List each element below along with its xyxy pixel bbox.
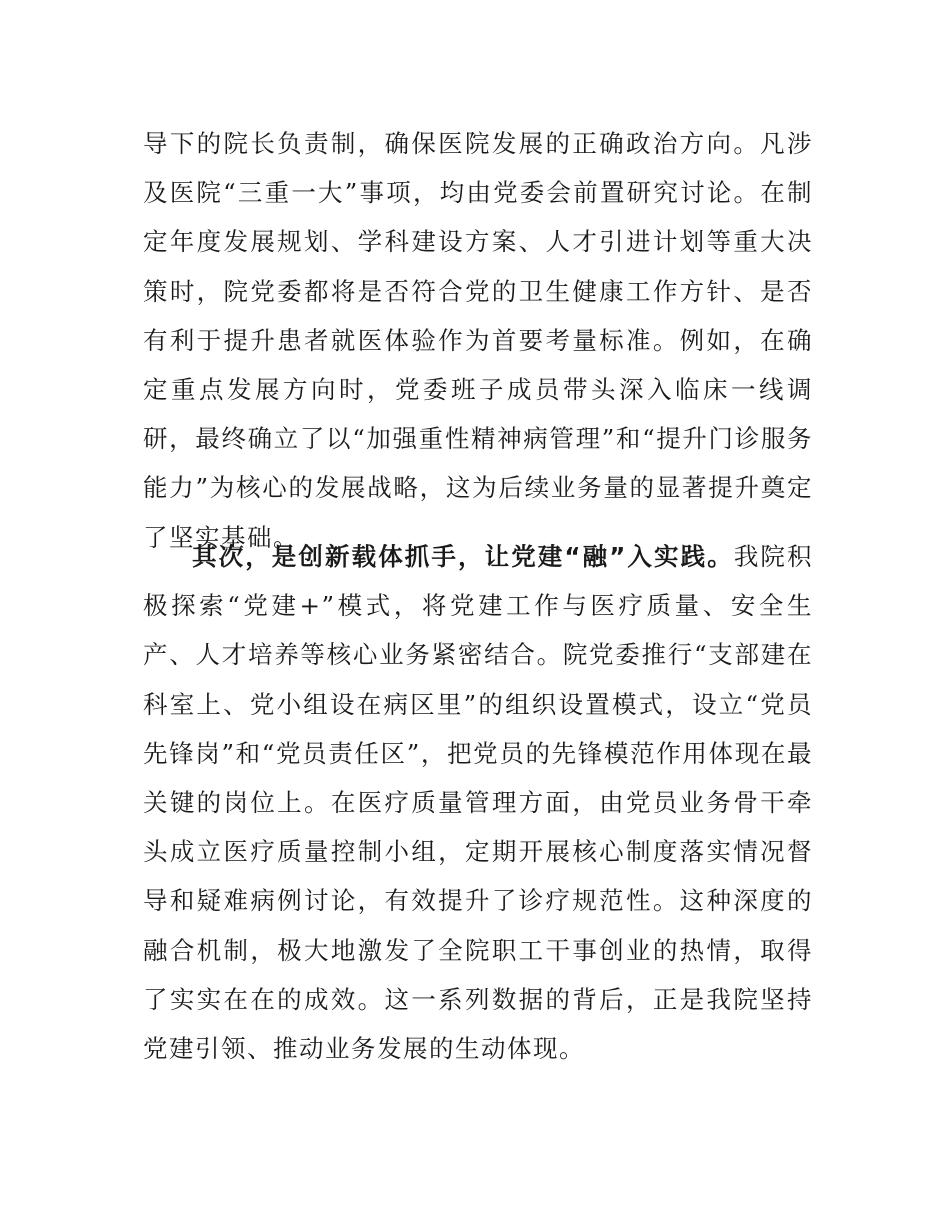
paragraph-continued: 导下的院长负责制，确保医院发展的正确政治方向。凡涉及医院“三重一大”事项，均由党委会前置研究讨论。在制定年度发展规划、学科建设方案、人才引进计划等重大决策时，院党委都将是否符合党的卫生健康工作方针、是否有利于提升患者就医体验作为首要考量标准。例如，在确定重点发展方向时，党委班子成员带头深入临床一线调研，最终确立了以“加强重性精神病管理”和“提升门诊服务能力”为核心的发展战略，这为后续业务量的显著提升奠定了坚实基础。 [143,129,813,552]
paragraph-body: 我院积极探索“党建+”模式，将党建工作与医疗质量、安全生产、人才培养等核心业务紧密结合。院党委推行“支部建在科室上、党小组设在病区里”的组织设置模式，设立“党员先锋岗”和“党员责任区”，把党员的先锋模范作用体现在最关键的岗位上。在医疗质量管理方面，由党员业务骨干牵头成立医疗质量控制小组，定期开展核心制度落实情况督导和疑难病例讨论，有效提升了诊疗规范性。这种深度的融合机制，极大地激发了全院职工干事创业的热情，取得了实实在在的成效。这一系列数据的背后，正是我院坚持党建引领、推动业务发展的生动体现。 [143,542,814,1064]
paragraph-second [143,532,813,1073]
paragraph-lead-sentence: 其次，是创新载体抓手，让党建“融”入实践。 [192,542,734,571]
